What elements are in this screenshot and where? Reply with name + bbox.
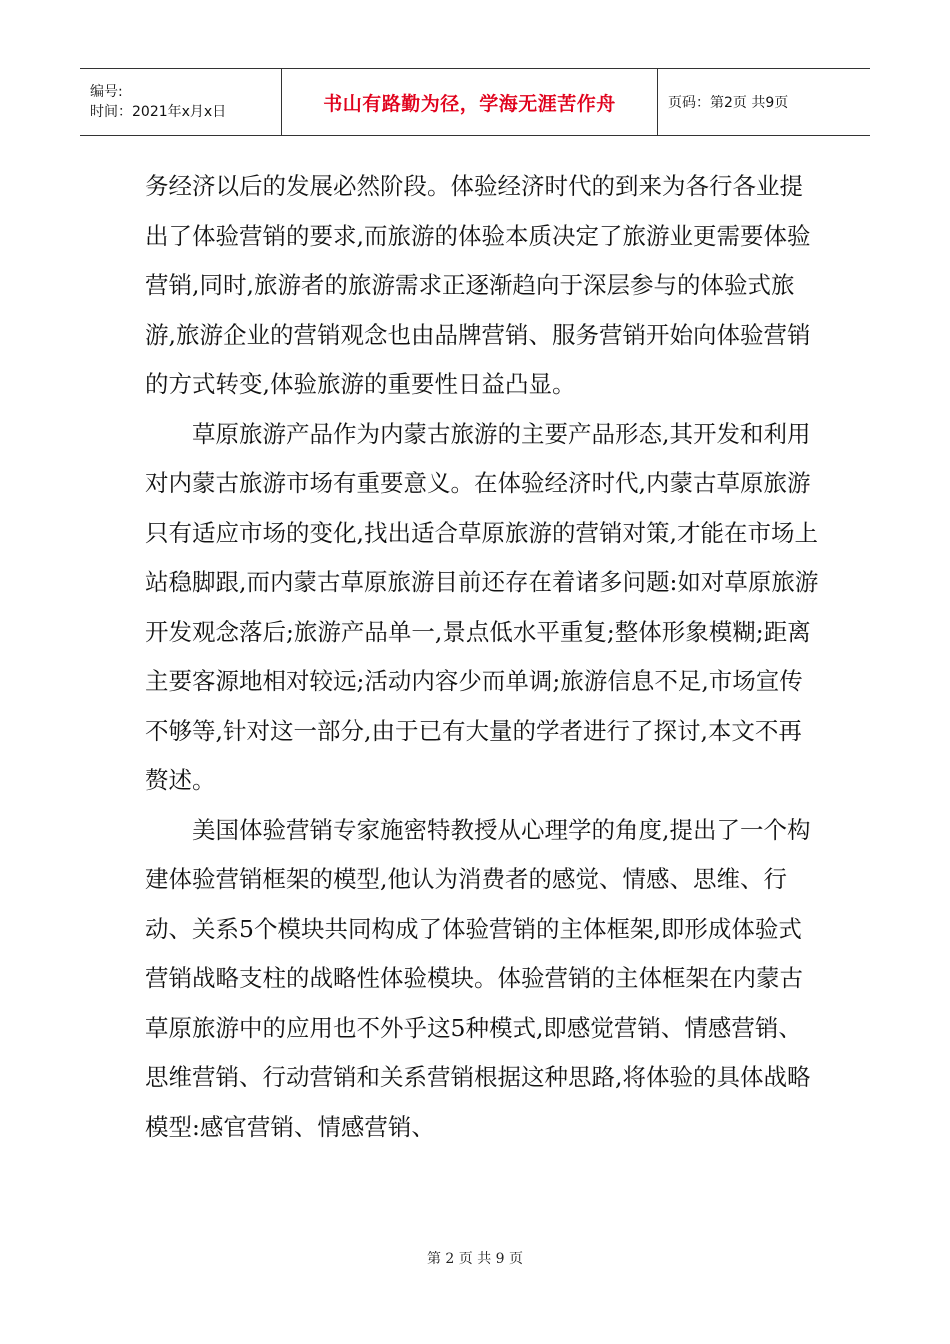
header-meta — [80, 69, 282, 135]
paragraph-2: 草原旅游产品作为内蒙古旅游的主要产品形态,其开发和利用对内蒙古旅游市场有重要意义。在体验经济时代,内蒙古草原旅游只有适应市场的变化,找出适合草原旅游的营销对策,才能在市场上站稳脚跟,而内蒙古草原旅游目前还存在着诸多问题:如对草原旅游开发观念落后;旅游产品单一,景点低水平重复;整体形象模糊;距离主要客源地相对较远;活动内容少而单调;旅游信息不足,市场宣传不够等,针对这一部分,由于已有大量的学者进行了探讨,本文不再赘述。 — [145, 419, 819, 794]
page-info-text: 页码：第2页 共9页 — [668, 95, 789, 111]
motto-text: 书山有路勤为径，学海无涯苦作舟 — [323, 92, 616, 115]
paragraph-3: 美国体验营销专家施密特教授从心理学的角度,提出了一个构建体验营销框架的模型,他认为消费者的感觉、情感、思维、行动、关系5个模块共同构成了体验营销的主体框架,即形成体验式营销战略支柱的战略性体验模块。体验营销的主体框架在内蒙古草原旅游中的应用也不外乎这5种模式,即感觉营销、情感营销、思维营销、行动营销和关系营销根据这种思路,将体验的具体战略模型:感官营销、情感营销、 — [145, 815, 811, 1141]
document-time-label: 时间：2021年x月x日 — [90, 104, 227, 120]
document-number-label: 编号: — [90, 84, 123, 100]
header-motto — [282, 69, 658, 135]
header-page-info — [658, 69, 870, 135]
paragraph-1: 务经济以后的发展必然阶段。体验经济时代的到来为各行各业提出了体验营销的要求,而旅游的体验本质决定了旅游业更需要体验营销,同时,旅游者的旅游需求正逐渐趋向于深层参与的体验式旅游,旅游企业的营销观念也由品牌营销、服务营销开始向体验营销的方式转变,体验旅游的重要性日益凸显。 — [145, 172, 811, 398]
page-header — [80, 68, 870, 136]
footer-page-number: 第 2 页 共 9 页 — [426, 1251, 524, 1267]
page-footer — [0, 1248, 950, 1268]
document-body — [145, 162, 825, 1152]
